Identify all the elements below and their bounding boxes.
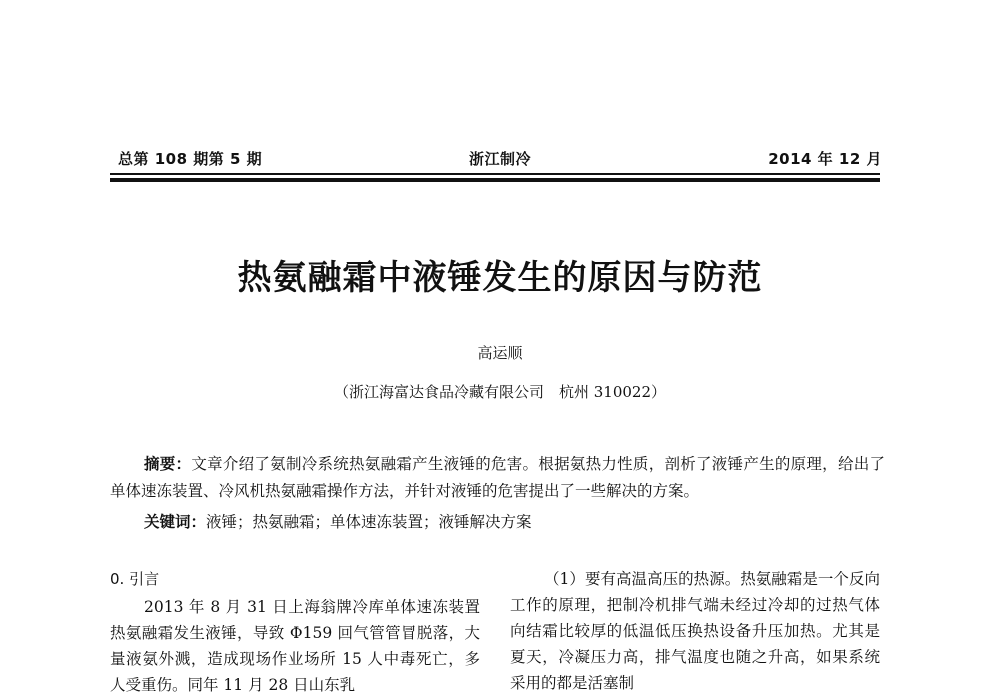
keywords-label: 关键词： — [144, 512, 207, 531]
left-column — [110, 566, 480, 698]
section-heading: 0. 引言 — [110, 570, 160, 588]
header-rule-thick — [110, 178, 880, 182]
author-name: 高运顺 — [477, 344, 523, 362]
issue-date: 2014 年 12 月 — [768, 150, 882, 168]
issue-number: 总第 108 期第 5 期 — [118, 150, 263, 168]
right-column — [510, 566, 880, 696]
abstract-label: 摘要： — [144, 454, 192, 473]
abstract-text: 文章介绍了氨制冷系统热氨融霜产生液锤的危害。根据氨热力性质，剖析了液锤产生的原理，给出了单体速冻装置、冷风机热氨融霜操作方法，并针对液锤的危害提出了一些解决的方案。 — [110, 455, 885, 500]
article-title: 热氨融霜中液锤发生的原因与防范 — [237, 258, 763, 298]
journal-name: 浙江制冷 — [468, 150, 531, 168]
left-paragraph: 2013 年 8 月 31 日上海翁牌冷库单体速冻装置热氨融霜发生液锤，导致 Φ159 回气管管冒脱落，大量液氨外溅，造成现场作业场所 15 人中毒死亡，多人受重伤。同年 11 月 28 日山东乳 — [110, 598, 480, 694]
header-rule-thin — [110, 173, 880, 175]
right-paragraph: （1）要有高温高压的热源。热氨融霜是一个反向工作的原理，把制冷机排气端未经过冷却的过热气体向结霜比较厚的低温低压换热设备升压加热。尤其是夏天，冷凝压力高，排气温度也随之升高，如果系统采用的都是活塞制 — [510, 570, 880, 692]
author-affiliation: （浙江海富达食品冷藏有限公司 杭州 310022） — [333, 383, 667, 401]
keywords — [144, 510, 532, 532]
abstract — [110, 450, 885, 505]
keywords-text: 液锤；热氨融霜；单体速冻装置；液锤解决方案 — [206, 513, 532, 531]
